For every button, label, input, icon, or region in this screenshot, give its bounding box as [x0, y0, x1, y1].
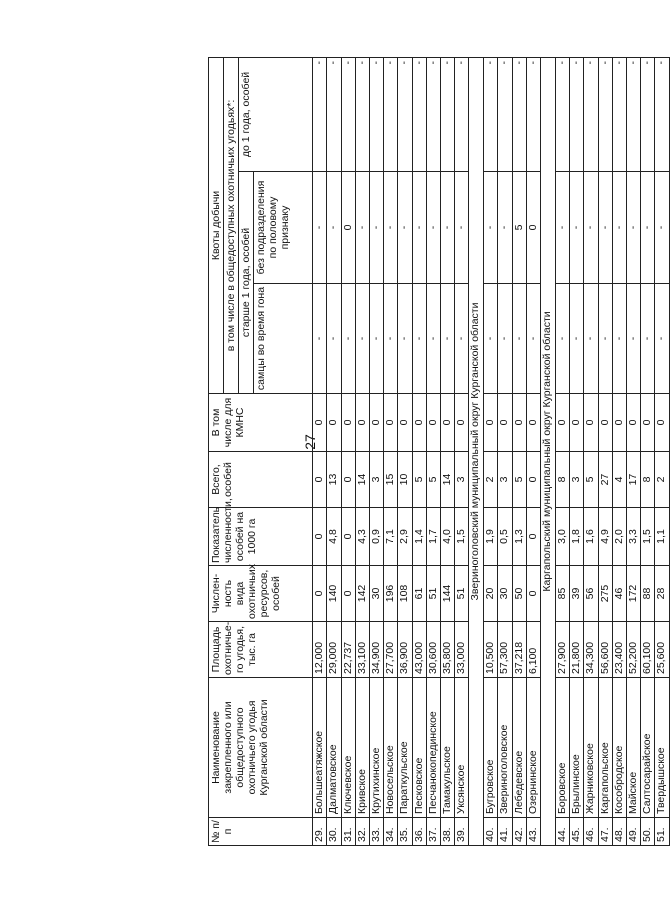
density-value: 0,5: [498, 508, 512, 566]
row-number: 45.: [570, 818, 584, 846]
hunting-ground-name: Кособродское: [612, 678, 626, 818]
population-value: 50: [512, 566, 526, 622]
header-under1: до 1 года, особей: [239, 57, 313, 171]
males-rut-value: -: [440, 284, 454, 394]
kmns-value: 0: [570, 394, 584, 452]
hunting-ground-name: Каргапольское: [598, 678, 612, 818]
no-sex-value: 0: [341, 172, 355, 284]
area-value: 23,400: [612, 622, 626, 678]
kmns-value: 0: [412, 394, 426, 452]
total-value: 3: [455, 452, 469, 508]
row-number: 36.: [412, 818, 426, 846]
population-value: 144: [440, 566, 454, 622]
area-value: 57,300: [498, 622, 512, 678]
rows-block-c: [556, 57, 670, 845]
row-number: 40.: [484, 818, 498, 846]
table-row: [598, 57, 612, 845]
males-rut-value: -: [598, 284, 612, 394]
table-row: [426, 57, 440, 845]
row-number: 51.: [655, 818, 669, 846]
area-value: 43,000: [412, 622, 426, 678]
population-value: 172: [626, 566, 640, 622]
males-rut-value: -: [626, 284, 640, 394]
row-number: 32.: [355, 818, 369, 846]
density-value: 0: [526, 508, 540, 566]
row-number: 33.: [369, 818, 383, 846]
density-value: 7,1: [384, 508, 398, 566]
header-public-lands: в том числе в общедоступных охотничьих угодьях*:: [224, 57, 239, 393]
row-number: 39.: [455, 818, 469, 846]
under1-value: -: [384, 57, 398, 171]
population-value: 108: [398, 566, 412, 622]
hunting-ground-name: Ключевское: [341, 678, 355, 818]
under1-value: -: [641, 57, 655, 171]
under1-value: -: [584, 57, 598, 171]
population-value: 28: [655, 566, 669, 622]
males-rut-value: -: [584, 284, 598, 394]
table-row: [440, 57, 454, 845]
total-value: 17: [626, 452, 640, 508]
header-area: Площадь охотничье-го угодья, тыс. га: [209, 622, 313, 678]
table-row: [369, 57, 383, 845]
population-value: 30: [498, 566, 512, 622]
kmns-value: 0: [327, 394, 341, 452]
area-value: 33,000: [455, 622, 469, 678]
hunting-ground-name: Параткульское: [398, 678, 412, 818]
kmns-value: 0: [440, 394, 454, 452]
kmns-value: 0: [355, 394, 369, 452]
total-value: 3: [498, 452, 512, 508]
hunting-ground-name: Большеатяжское: [313, 678, 327, 818]
under1-value: -: [341, 57, 355, 171]
row-number: 29.: [313, 818, 327, 846]
total-value: 8: [641, 452, 655, 508]
kmns-value: 0: [598, 394, 612, 452]
quota-table-wrapper: [208, 58, 668, 846]
row-number: 34.: [384, 818, 398, 846]
no-sex-value: -: [556, 172, 570, 284]
area-value: 27,900: [556, 622, 570, 678]
total-value: 5: [512, 452, 526, 508]
total-value: 15: [384, 452, 398, 508]
hunting-ground-name: Жарниковское: [584, 678, 598, 818]
total-value: 5: [412, 452, 426, 508]
population-value: 51: [455, 566, 469, 622]
table-row: [355, 57, 369, 845]
under1-value: -: [512, 57, 526, 171]
under1-value: -: [327, 57, 341, 171]
total-value: 2: [655, 452, 669, 508]
total-value: 5: [426, 452, 440, 508]
population-value: 39: [570, 566, 584, 622]
males-rut-value: -: [526, 284, 540, 394]
males-rut-value: -: [369, 284, 383, 394]
under1-value: -: [455, 57, 469, 171]
area-value: 6,100: [526, 622, 540, 678]
hunting-ground-name: Боровское: [556, 678, 570, 818]
under1-value: -: [655, 57, 669, 171]
hunting-ground-name: Озернинское: [526, 678, 540, 818]
total-value: 3: [570, 452, 584, 508]
row-number: 42.: [512, 818, 526, 846]
area-value: 22,737: [341, 622, 355, 678]
population-value: 88: [641, 566, 655, 622]
table-row: [498, 57, 512, 845]
total-value: 0: [313, 452, 327, 508]
kmns-value: 0: [426, 394, 440, 452]
no-sex-value: -: [584, 172, 598, 284]
row-number: 44.: [556, 818, 570, 846]
row-number: 47.: [598, 818, 612, 846]
table-row: [313, 57, 327, 845]
header-quotas: Квоты добычи: [209, 57, 224, 393]
header-total: Всего, особей: [209, 452, 313, 508]
table-row: [512, 57, 526, 845]
header-males-rut: самцы во время гона: [254, 284, 313, 394]
row-number: 49.: [626, 818, 640, 846]
males-rut-value: -: [355, 284, 369, 394]
no-sex-value: -: [313, 172, 327, 284]
area-value: 34,900: [369, 622, 383, 678]
population-value: 0: [341, 566, 355, 622]
density-value: 1,3: [512, 508, 526, 566]
no-sex-value: 5: [512, 172, 526, 284]
kmns-value: 0: [512, 394, 526, 452]
table-row: [584, 57, 598, 845]
density-value: 1,8: [570, 508, 584, 566]
males-rut-value: -: [398, 284, 412, 394]
males-rut-value: -: [455, 284, 469, 394]
total-value: 2: [484, 452, 498, 508]
under1-value: -: [426, 57, 440, 171]
population-value: 51: [426, 566, 440, 622]
under1-value: -: [598, 57, 612, 171]
density-value: 4,3: [355, 508, 369, 566]
header-older: старше 1 года, особей: [239, 172, 254, 394]
row-number: 35.: [398, 818, 412, 846]
area-value: 37,218: [512, 622, 526, 678]
under1-value: -: [369, 57, 383, 171]
under1-value: -: [440, 57, 454, 171]
no-sex-value: -: [455, 172, 469, 284]
rows-block-b: [484, 57, 541, 845]
under1-value: -: [526, 57, 540, 171]
density-value: 0: [341, 508, 355, 566]
under1-value: -: [484, 57, 498, 171]
population-value: 85: [556, 566, 570, 622]
area-value: 36,900: [398, 622, 412, 678]
males-rut-value: -: [570, 284, 584, 394]
population-value: 61: [412, 566, 426, 622]
area-value: 33,100: [355, 622, 369, 678]
kmns-value: 0: [626, 394, 640, 452]
hunting-ground-name: Тамакульское: [440, 678, 454, 818]
header-kmns: В том числе для КМНС: [209, 394, 313, 452]
kmns-value: 0: [612, 394, 626, 452]
kmns-value: 0: [484, 394, 498, 452]
total-value: 27: [598, 452, 612, 508]
no-sex-value: -: [598, 172, 612, 284]
no-sex-value: -: [398, 172, 412, 284]
population-value: 20: [484, 566, 498, 622]
population-value: 56: [584, 566, 598, 622]
header-num: № п/п: [209, 818, 313, 846]
quota-table: [208, 57, 670, 846]
total-value: 0: [341, 452, 355, 508]
area-value: 34,300: [584, 622, 598, 678]
row-number: 30.: [327, 818, 341, 846]
row-number: 43.: [526, 818, 540, 846]
population-value: 30: [369, 566, 383, 622]
header-name: Наименование закрепленного или общедоступного охотничьего угодья Курганской области: [209, 678, 313, 818]
total-value: 14: [440, 452, 454, 508]
group-header: Каргапольский муниципальный округ Курганской области: [541, 57, 556, 845]
hunting-ground-name: Песковское: [412, 678, 426, 818]
area-value: 60,100: [641, 622, 655, 678]
males-rut-value: -: [512, 284, 526, 394]
kmns-value: 0: [655, 394, 669, 452]
row-number: 50.: [641, 818, 655, 846]
males-rut-value: -: [313, 284, 327, 394]
row-number: 37.: [426, 818, 440, 846]
header-no-sex: без подразделения по половому признаку: [254, 172, 313, 284]
total-value: 0: [526, 452, 540, 508]
table-row: [384, 57, 398, 845]
no-sex-value: -: [327, 172, 341, 284]
density-value: 1,4: [412, 508, 426, 566]
under1-value: -: [570, 57, 584, 171]
area-value: 10,500: [484, 622, 498, 678]
total-value: 5: [584, 452, 598, 508]
hunting-ground-name: Уксянское: [455, 678, 469, 818]
kmns-value: 0: [341, 394, 355, 452]
total-value: 4: [612, 452, 626, 508]
no-sex-value: -: [384, 172, 398, 284]
population-value: 140: [327, 566, 341, 622]
rows-block-a: [313, 57, 469, 845]
area-value: 30,600: [426, 622, 440, 678]
under1-value: -: [612, 57, 626, 171]
under1-value: -: [313, 57, 327, 171]
density-value: 3,3: [626, 508, 640, 566]
no-sex-value: 0: [526, 172, 540, 284]
row-number: 41.: [498, 818, 512, 846]
hunting-ground-name: Далматовское: [327, 678, 341, 818]
table-row: [655, 57, 669, 845]
kmns-value: 0: [313, 394, 327, 452]
total-value: 3: [369, 452, 383, 508]
population-value: 46: [612, 566, 626, 622]
no-sex-value: -: [612, 172, 626, 284]
kmns-value: 0: [641, 394, 655, 452]
population-value: 142: [355, 566, 369, 622]
males-rut-value: -: [484, 284, 498, 394]
area-value: 12,000: [313, 622, 327, 678]
table-row: [612, 57, 626, 845]
males-rut-value: -: [341, 284, 355, 394]
density-value: 0: [313, 508, 327, 566]
under1-value: -: [498, 57, 512, 171]
kmns-value: 0: [556, 394, 570, 452]
kmns-value: 0: [498, 394, 512, 452]
area-value: 35,800: [440, 622, 454, 678]
kmns-value: 0: [398, 394, 412, 452]
males-rut-value: -: [655, 284, 669, 394]
no-sex-value: -: [655, 172, 669, 284]
density-value: 4,8: [327, 508, 341, 566]
under1-value: -: [412, 57, 426, 171]
total-value: 10: [398, 452, 412, 508]
no-sex-value: -: [426, 172, 440, 284]
kmns-value: 0: [584, 394, 598, 452]
males-rut-value: -: [556, 284, 570, 394]
density-value: 1,6: [584, 508, 598, 566]
hunting-ground-name: Крутихинское: [369, 678, 383, 818]
group-header: Звериноголовский муниципальный округ Курганской области: [469, 57, 484, 845]
page-number: 27: [301, 434, 318, 450]
no-sex-value: -: [570, 172, 584, 284]
total-value: 14: [355, 452, 369, 508]
hunting-ground-name: Лебедевское: [512, 678, 526, 818]
group-zverinogolovsky: [469, 57, 484, 845]
density-value: 0,9: [369, 508, 383, 566]
males-rut-value: -: [641, 284, 655, 394]
hunting-ground-name: Песчанокопединское: [426, 678, 440, 818]
table-row: [484, 57, 498, 845]
table-row: [455, 57, 469, 845]
no-sex-value: -: [412, 172, 426, 284]
density-value: 1,5: [641, 508, 655, 566]
males-rut-value: -: [498, 284, 512, 394]
density-value: 4,9: [598, 508, 612, 566]
row-number: 46.: [584, 818, 598, 846]
no-sex-value: -: [626, 172, 640, 284]
no-sex-value: -: [355, 172, 369, 284]
density-value: 1,9: [484, 508, 498, 566]
density-value: 4,0: [440, 508, 454, 566]
under1-value: -: [556, 57, 570, 171]
table-row: [341, 57, 355, 845]
density-value: 2,0: [612, 508, 626, 566]
table-row: [641, 57, 655, 845]
no-sex-value: -: [641, 172, 655, 284]
hunting-ground-name: Звериноголовское: [498, 678, 512, 818]
group-kargapolsky: [541, 57, 556, 845]
total-value: 8: [556, 452, 570, 508]
hunting-ground-name: Твердышское: [655, 678, 669, 818]
density-value: 3,0: [556, 508, 570, 566]
table-row: [327, 57, 341, 845]
table-row: [526, 57, 540, 845]
density-value: 1,1: [655, 508, 669, 566]
row-number: 31.: [341, 818, 355, 846]
header-population: Числен-ность вида охотничьих ресурсов, особей: [209, 566, 313, 622]
header-density: Показатель численности, особей на 1000 га: [209, 508, 313, 566]
row-number: 38.: [440, 818, 454, 846]
area-value: 25,600: [655, 622, 669, 678]
kmns-value: 0: [384, 394, 398, 452]
table-row: [570, 57, 584, 845]
hunting-ground-name: Бугровское: [484, 678, 498, 818]
area-value: 21,800: [570, 622, 584, 678]
under1-value: -: [398, 57, 412, 171]
area-value: 52,200: [626, 622, 640, 678]
density-value: 2,9: [398, 508, 412, 566]
total-value: 13: [327, 452, 341, 508]
no-sex-value: -: [498, 172, 512, 284]
area-value: 29,000: [327, 622, 341, 678]
table-row: [412, 57, 426, 845]
population-value: 275: [598, 566, 612, 622]
no-sex-value: -: [484, 172, 498, 284]
density-value: 1,7: [426, 508, 440, 566]
no-sex-value: -: [369, 172, 383, 284]
under1-value: -: [355, 57, 369, 171]
hunting-ground-name: Салтосарайское: [641, 678, 655, 818]
population-value: 0: [526, 566, 540, 622]
hunting-ground-name: Новосельское: [384, 678, 398, 818]
density-value: 1,5: [455, 508, 469, 566]
males-rut-value: -: [327, 284, 341, 394]
area-value: 56,600: [598, 622, 612, 678]
males-rut-value: -: [384, 284, 398, 394]
hunting-ground-name: Майское: [626, 678, 640, 818]
hunting-ground-name: Кривское: [355, 678, 369, 818]
under1-value: -: [626, 57, 640, 171]
kmns-value: 0: [526, 394, 540, 452]
area-value: 27,700: [384, 622, 398, 678]
no-sex-value: -: [440, 172, 454, 284]
males-rut-value: -: [412, 284, 426, 394]
table-row: [626, 57, 640, 845]
kmns-value: 0: [455, 394, 469, 452]
row-number: 48.: [612, 818, 626, 846]
males-rut-value: -: [426, 284, 440, 394]
population-value: 0: [313, 566, 327, 622]
population-value: 196: [384, 566, 398, 622]
males-rut-value: -: [612, 284, 626, 394]
kmns-value: 0: [369, 394, 383, 452]
table-row: [556, 57, 570, 845]
hunting-ground-name: Брылинское: [570, 678, 584, 818]
table-row: [398, 57, 412, 845]
